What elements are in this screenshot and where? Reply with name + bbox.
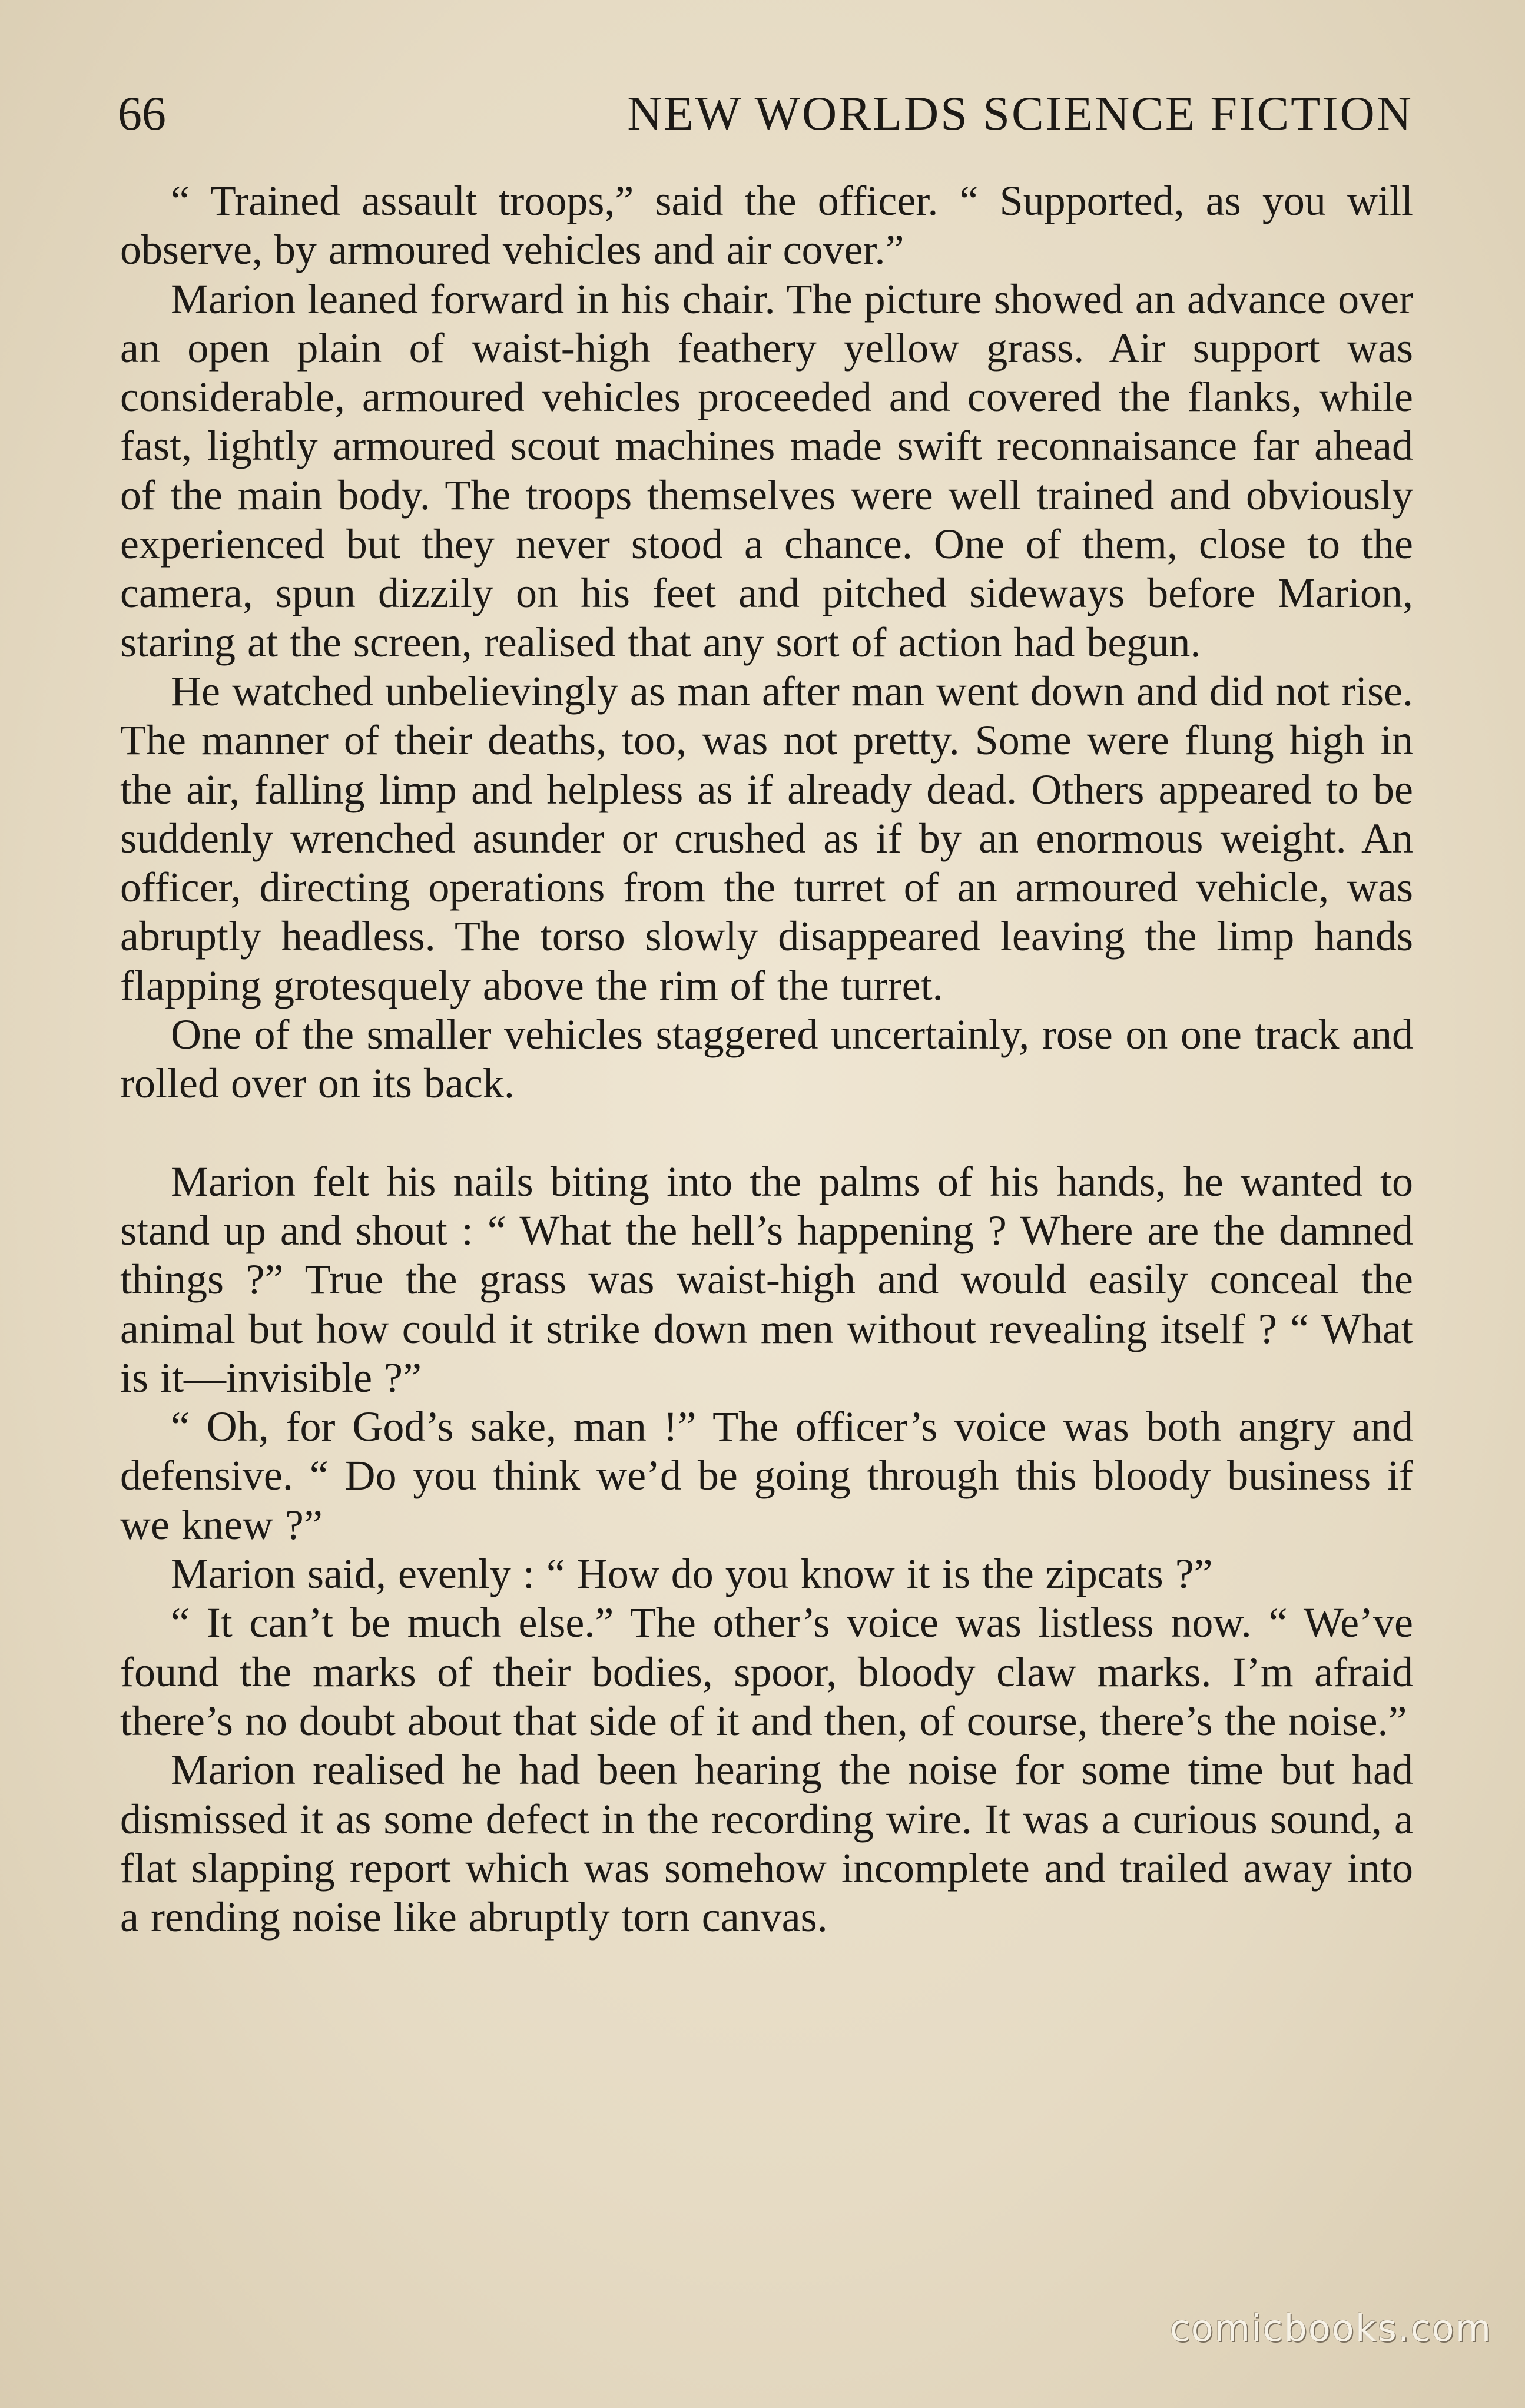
paragraph-5: Marion felt his nails biting into the palms of his hands, he wanted to stand up and shout : “ What the hell’s happening ? Where are the damned things ?” True the grass was waist-high and would easily conceal the animal but how could it strike down men without revealing itself ? “ What is it—invisible ?”: [120, 1157, 1413, 1401]
paragraph-3: He watched unbelievingly as man after man went down and did not rise. The manner of their deaths, too, was not pretty. Some were flung high in the air, falling limp and helpless as if already dead. Others appeared to be suddenly wrenched asunder or crushed as if by an enormous weight. An officer, directing operations from the turret of an armoured vehicle, was abruptly headless. The torso slowly disappeared leaving the limp hands flapping grotesquely above the rim of the turret.: [120, 667, 1413, 1009]
paragraph-8: “ It can’t be much else.” The other’s voice was listless now. “ We’ve found the marks of their bodies, spoor, bloody claw marks. I’m afraid there’s no doubt about that side of it and then, of course, there’s the noise.”: [120, 1599, 1413, 1744]
paragraph-4: One of the smaller vehicles staggered uncertainly, rose on one track and rolled over on its back.: [120, 1011, 1413, 1107]
story-text: [120, 177, 1413, 1942]
paragraph-9: Marion realised he had been hearing the noise for some time but had dismissed it as some defect in the recording wire. It was a curious sound, a flat slapping report which was somehow incomplete and trailed away into a rending noise like abruptly torn canvas.: [120, 1746, 1413, 1941]
page-header: [118, 81, 1413, 146]
running-title: NEW WORLDS SCIENCE FICTION: [627, 87, 1413, 140]
watermark-text: comicbooks.com: [1169, 2307, 1492, 2350]
paragraph-1: “ Trained assault troops,” said the officer. “ Supported, as you will observe, by armoured vehicles and air cover.”: [120, 177, 1413, 274]
paragraph-2: Marion leaned forward in his chair. The picture showed an advance over an open plain of waist-high feathery yellow grass. Air support was considerable, armoured vehicles proceeded and covered the flanks, while fast, lightly armoured scout machines made swift reconnaisance far ahead of the main body. The troops themselves were well trained and obviously experienced but they never stood a chance. One of them, close to the camera, spun dizzily on his feet and pitched sideways before Marion, staring at the screen, realised that any sort of action had begun.: [120, 275, 1413, 666]
paragraph-7: Marion said, evenly : “ How do you know it is the zipcats ?”: [171, 1550, 1213, 1598]
page-number: 66: [118, 87, 166, 140]
paragraph-6: “ Oh, for God’s sake, man !” The officer’s voice was both angry and defensive. “ Do you think we’d be going through this bloody business if we knew ?”: [120, 1403, 1413, 1548]
